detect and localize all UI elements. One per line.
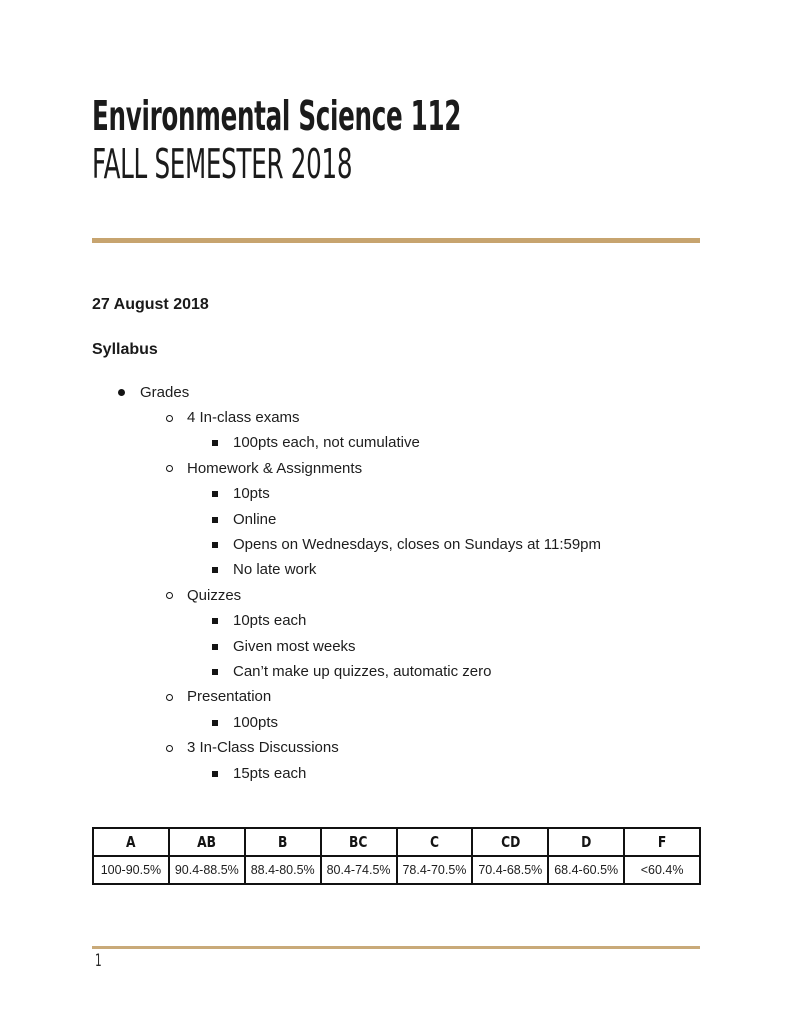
circle-bullet-icon [166,745,173,752]
grade-letter-text: AB [197,833,217,851]
grade-range-cell: 88.4-80.5% [245,856,321,884]
grade-letter-cell [472,828,548,856]
outline-item [92,761,692,786]
outline-item [92,380,692,405]
outline-item [92,735,692,760]
circle-bullet-icon [166,592,173,599]
outline-item [92,405,692,430]
outline-item-text: 3 In-Class Discussions [187,739,339,757]
page-number [95,951,106,971]
square-bullet-icon [212,720,218,726]
grade-range-cell: 80.4-74.5% [321,856,397,884]
grade-range-cell: 68.4-60.5% [548,856,624,884]
square-bullet-icon [212,542,218,548]
grade-letter-text: BC [349,833,368,851]
circle-bullet-icon [166,694,173,701]
grade-table-head [93,828,700,856]
course-title-text: Environmental Science 112 [92,92,462,140]
grade-table [92,827,701,885]
square-bullet-icon [212,517,218,523]
outline-item-text: 10pts each [233,612,307,630]
circle-bullet-icon [166,415,173,422]
square-bullet-icon [212,618,218,624]
divider-bottom [92,946,700,949]
outline-item-text: 100pts [233,713,279,731]
grade-letter-cell [548,828,624,856]
grade-range-cell: 90.4-88.5% [169,856,245,884]
square-bullet-icon [212,491,218,497]
page-number-text: 1 [95,951,102,971]
square-bullet-icon [212,644,218,650]
square-bullet-icon [212,440,218,446]
grade-range-cell: 100-90.5% [93,856,169,884]
outline-item [92,609,692,634]
document-title [92,92,707,188]
outline-item-text: Grades [140,383,190,401]
outline-item-text: Opens on Wednesdays, closes on Sundays at 11:59pm [233,536,602,554]
square-bullet-icon [212,669,218,675]
grade-letter-text: C [429,833,439,851]
grade-range-cell: <60.4% [624,856,700,884]
grade-table-body [93,856,700,884]
grade-letter-text: B [277,833,288,851]
outline-item [92,558,692,583]
outline-item [92,507,692,532]
outline-item [92,634,692,659]
circle-bullet-icon [166,465,173,472]
grade-letter-text: A [126,833,136,851]
grade-range-row [93,856,700,884]
outline-item [92,456,692,481]
grade-letter-cell [169,828,245,856]
grade-letter-cell [93,828,169,856]
grade-letter-cell [245,828,321,856]
outline-item [92,532,692,557]
outline-item-text: 15pts each [233,764,307,782]
semester-subtitle [92,140,707,188]
grade-range-cell: 78.4-70.5% [397,856,473,884]
outline-item [92,431,692,456]
outline-item-text: Can’t make up quizzes, automatic zero [233,662,492,680]
outline-item-text: Quizzes [187,586,242,604]
outline-item [92,710,692,735]
grade-range-cell: 70.4-68.5% [472,856,548,884]
outline-item-text: No late work [233,561,317,579]
disc-bullet-icon [118,389,125,396]
outline-item [92,659,692,684]
divider-top [92,238,700,243]
semester-subtitle-text: FALL SEMESTER 2018 [92,140,353,188]
outline-item [92,583,692,608]
syllabus-outline [92,380,692,786]
outline-item [92,482,692,507]
outline-item-text: Online [233,510,277,528]
square-bullet-icon [212,567,218,573]
outline-item-text: Presentation [187,688,272,706]
outline-item-text: 100pts each, not cumulative [233,434,420,452]
grade-letter-cell [397,828,473,856]
grade-letter-text: D [581,833,592,851]
grade-letter-cell [321,828,397,856]
outline-item-text: Homework & Assignments [187,459,363,477]
date-heading: 27 August 2018 [92,296,209,313]
outline-item-text: 10pts [233,485,270,503]
grade-letter-text: F [657,833,667,851]
grade-letter-cell [624,828,700,856]
grade-letter-text: CD [500,833,520,851]
square-bullet-icon [212,771,218,777]
course-title [92,92,707,140]
section-heading: Syllabus [92,341,158,358]
outline-item-text: 4 In-class exams [187,409,300,427]
grade-header-row [93,828,700,856]
outline-item-text: Given most weeks [233,637,356,655]
outline-item [92,685,692,710]
